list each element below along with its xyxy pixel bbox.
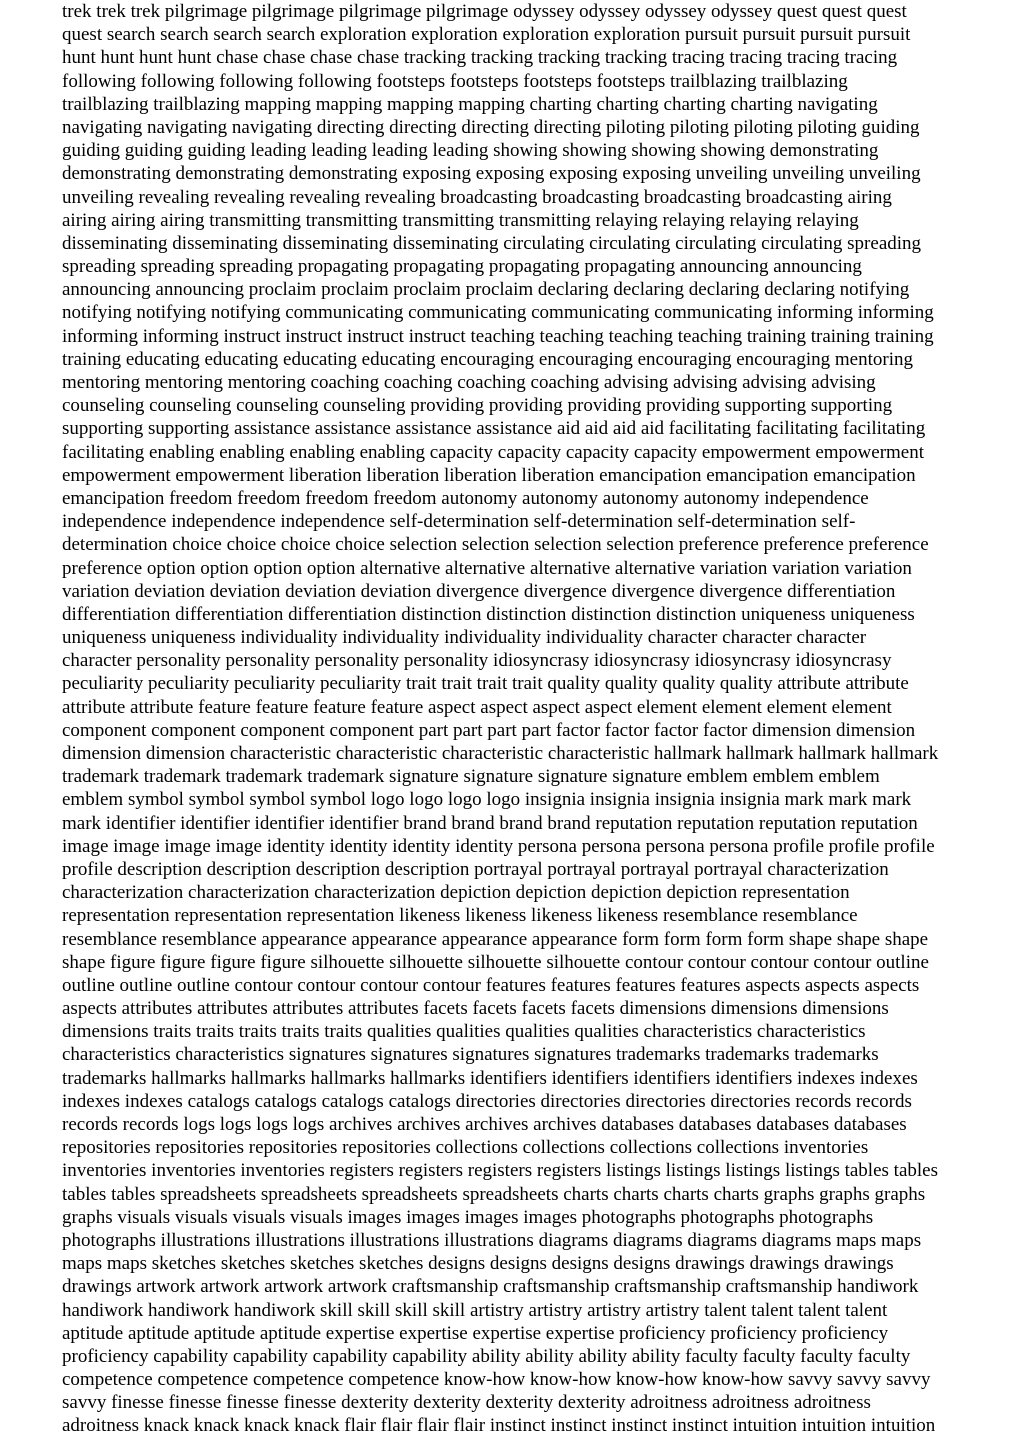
text-line: tables tables spreadsheets spreadsheets spreadsheets spreadsheets charts charts charts charts graphs graphs graphs (62, 1183, 926, 1205)
text-line: notifying notifying notifying communicating communicating communicating communicating informing informing (62, 302, 934, 324)
text-line: competence competence competence competence know-how know-how know-how know-how savvy savvy savvy (62, 1369, 931, 1391)
text-line: trailblazing trailblazing mapping mapping mapping mapping charting charting charting charting navigating (62, 93, 878, 115)
text-line: graphs visuals visuals visuals visuals images images images images photographs photographs photographs (62, 1206, 874, 1228)
text-line: drawings artwork artwork artwork artwork craftsmanship craftsmanship craftsmanship craftsmanship handiwork (62, 1276, 919, 1298)
text-line: indexes indexes catalogs catalogs catalogs catalogs directories directories directories directories records records (62, 1090, 912, 1112)
text-line: quest search search search search exploration exploration exploration exploration pursuit pursuit pursuit pursuit (62, 24, 911, 46)
text-line: inventories inventories inventories registers registers registers registers listings listings listings listings tables tables (62, 1160, 938, 1182)
text-line: training educating educating educating educating encouraging encouraging encouraging encouraging mentoring (62, 348, 913, 370)
text-line: dimension dimension characteristic characteristic characteristic characteristic hallmark hallmark hallmark hallmark (62, 743, 939, 764)
text-line: resemblance resemblance appearance appearance appearance appearance form form form form shape shape shape (62, 928, 929, 950)
text-line: aptitude aptitude aptitude aptitude expertise expertise expertise expertise proficiency proficiency proficiency (62, 1322, 889, 1344)
text-line: trademark trademark trademark trademark signature signature signature signature emblem emblem emblem (62, 766, 880, 788)
text-line: empowerment empowerment liberation liberation liberation liberation emancipation emancipation emancipation (62, 464, 916, 486)
text-line: shape figure figure figure figure silhouette silhouette silhouette silhouette contour contour contour contour outline (62, 951, 929, 973)
text-line: records records logs logs logs logs archives archives archives archives databases databases databases databases (62, 1114, 907, 1135)
text-line: savvy finesse finesse finesse finesse dexterity dexterity dexterity dexterity adroitness adroitness adroitness (62, 1392, 871, 1414)
document-body (62, 0, 1022, 1438)
text-line: image image image image identity identity identity identity persona persona persona persona profile profile profile (62, 835, 935, 857)
text-line: attribute attribute feature feature feature feature aspect aspect aspect aspect element element element element (62, 696, 892, 718)
text-line: facilitating enabling enabling enabling enabling capacity capacity capacity capacity empowerment empowerment (62, 441, 925, 463)
text-line: navigating navigating navigating directing directing directing directing piloting piloting piloting piloting guiding (62, 116, 920, 138)
text-line: determination choice choice choice choice selection selection selection selection preference preference preference (62, 534, 929, 556)
text-line: mentoring mentoring mentoring coaching coaching coaching coaching advising advising advising advising (62, 372, 876, 393)
text-line: following following following following footsteps footsteps footsteps footsteps trailblazing trailblazing (62, 70, 848, 92)
text-line: emblem symbol symbol symbol symbol logo logo logo logo insignia insignia insignia insignia mark mark mark (62, 789, 912, 811)
text-line: preference option option option option alternative alternative alternative alternative variation variation variation (62, 557, 912, 579)
text-line: independence independence independence self-determination self-determination self-determination self- (62, 511, 856, 533)
text-line: trek trek trek pilgrimage pilgrimage pilgrimage pilgrimage odyssey odyssey odyssey odyssey quest quest quest (62, 1, 907, 22)
text-line: aspects attributes attributes attributes attributes facets facets facets facets dimensions dimensions dimensions (62, 998, 889, 1020)
text-line: component component component component part part part part factor factor factor factor dimension dimension (62, 719, 916, 741)
text-line: characterization characterization characterization depiction depiction depiction depiction representation (62, 882, 850, 904)
text-line: supporting supporting assistance assistance assistance assistance aid aid aid aid facilitating facilitating facilitating (62, 418, 926, 440)
text-line: proficiency capability capability capability capability ability ability ability ability faculty faculty faculty faculty (62, 1345, 911, 1367)
text-line: maps maps sketches sketches sketches sketches designs designs designs designs drawings drawings drawings (62, 1253, 894, 1275)
text-line: mark identifier identifier identifier identifier brand brand brand brand reputation reputation reputation reputation (62, 812, 918, 834)
text-line: emancipation freedom freedom freedom freedom autonomy autonomy autonomy autonomy independence (62, 487, 869, 509)
text-line: handiwork handiwork handiwork skill skill skill skill artistry artistry artistry artistry talent talent talent talent (62, 1299, 888, 1321)
text-line: hunt hunt hunt hunt chase chase chase chase tracking tracking tracking tracking tracing tracing tracing tracing (62, 47, 898, 69)
text-line: variation deviation deviation deviation deviation divergence divergence divergence divergence differentiation (62, 580, 896, 602)
text-line: representation representation representation likeness likeness likeness likeness resemblance resemblance (62, 905, 858, 927)
text-line: guiding guiding guiding leading leading leading leading showing showing showing showing demonstrating (62, 140, 879, 162)
text-line: unveiling revealing revealing revealing revealing broadcasting broadcasting broadcasting broadcasting airing (62, 186, 892, 208)
text-line: demonstrating demonstrating demonstrating exposing exposing exposing exposing unveiling unveiling unveiling (62, 163, 921, 185)
text-line: character personality personality personality personality idiosyncrasy idiosyncrasy idiosyncrasy idiosyncrasy (62, 650, 892, 672)
text-line: outline outline outline contour contour contour contour features features features features aspects aspects aspects (62, 974, 920, 996)
text-line: profile description description description description portrayal portrayal portrayal portrayal characterization (62, 858, 889, 880)
text-line: differentiation differentiation differentiation distinction distinction distinction distinction uniqueness uniqueness (62, 603, 915, 625)
text-line: characteristics characteristics signatures signatures signatures signatures trademarks trademarks trademarks (62, 1044, 879, 1066)
text-line: repositories repositories repositories repositories collections collections collections collections inventories (62, 1137, 869, 1159)
text-line: counseling counseling counseling counseling providing providing providing providing supporting supporting (62, 395, 893, 417)
text-line: airing airing airing transmitting transmitting transmitting transmitting relaying relaying relaying relaying (62, 209, 859, 231)
text-line: uniqueness uniqueness individuality individuality individuality individuality character character character (62, 627, 867, 649)
text-line: announcing announcing proclaim proclaim proclaim proclaim declaring declaring declaring declaring notifying (62, 279, 910, 301)
text-line: spreading spreading spreading propagating propagating propagating propagating announcing announcing (62, 256, 862, 278)
text-line: adroitness knack knack knack knack flair flair flair flair instinct instinct instinct instinct intuition intuition intuition (62, 1415, 936, 1437)
text-line: informing informing instruct instruct instruct instruct teaching teaching teaching teaching training training training (62, 325, 934, 347)
text-line: dimensions traits traits traits traits traits qualities qualities qualities qualities characteristics characteristics (62, 1021, 866, 1043)
text-line: trademarks hallmarks hallmarks hallmarks hallmarks identifiers identifiers identifiers identifiers indexes indexes (62, 1067, 918, 1089)
text-line: photographs illustrations illustrations illustrations illustrations diagrams diagrams diagrams diagrams maps maps (62, 1229, 922, 1251)
text-line: peculiarity peculiarity peculiarity peculiarity trait trait trait trait quality quality quality quality attribute attribute (62, 673, 909, 695)
text-line: disseminating disseminating disseminating disseminating circulating circulating circulating circulating spreading (62, 232, 922, 254)
